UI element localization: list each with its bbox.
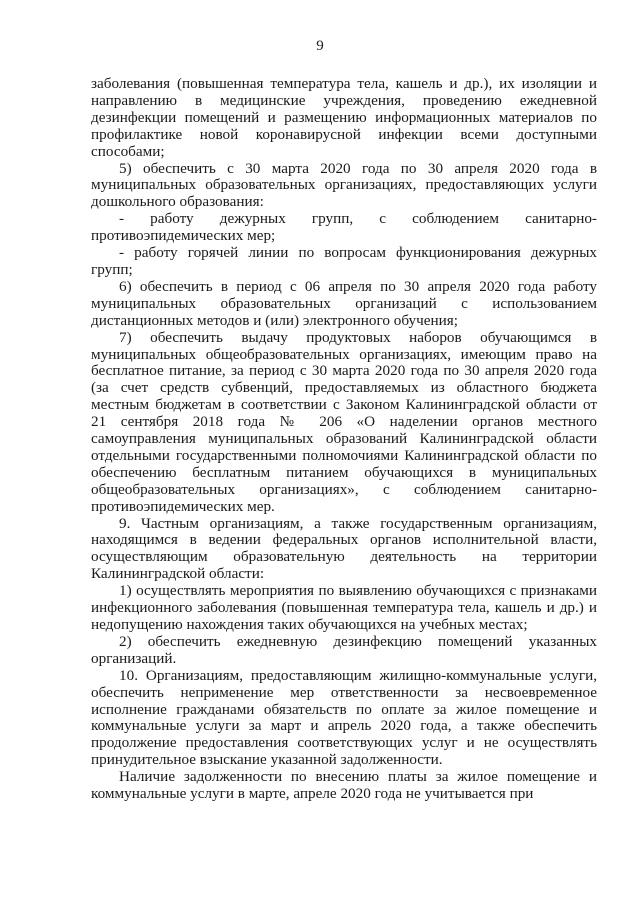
- paragraph-section-9: 9. Частным организациям, а также государственным организациям, находящимся в ведении федеральных органов исполнительной власти, осуществляющим образовательную деятельность на территории Калининградской области:: [91, 514, 597, 583]
- paragraph-section-9-item-1: 1) осуществлять мероприятия по выявлению обучающихся с признаками инфекционного заболевания (повышенная температура тела, кашель и др.) и недопущению нахождения таких обучающихся на учебных местах;: [91, 582, 597, 633]
- paragraph-debt-note: Наличие задолженности по внесению платы за жилое помещение и коммунальные услуги в марте, апреле 2020 года не учитывается при: [91, 768, 597, 803]
- paragraph-item-6: 6) обеспечить в период с 06 апреля по 30 апреля 2020 года работу муниципальных образовательных организаций с использованием дистанционных методов и (или) электронного обучения;: [91, 277, 597, 329]
- page-number: 9: [316, 38, 324, 54]
- paragraph-continuation: заболевания (повышенная температура тела, кашель и др.), их изоляции и направлению в медицинские учреждения, проведению ежедневной дезинфекции помещений и размещению информационных материалов по профилактике новой коронавирусной инфекции всеми доступными способами;: [91, 75, 597, 160]
- paragraph-item-7: 7) обеспечить выдачу продуктовых наборов обучающимся в муниципальных общеобразовательных организациях, имеющим право на бесплатное питание, за период с 30 марта 2020 года по 30 апреля 2020 года (за счет средств субвенций, предоставляемых из областного бюджета местным бюджетам в соответствии с Законом Калининградской области от 21 сентября 2018 года № 206 «О наделении органов местного самоуправления муниципальных образований Калининградской области отдельными государственными полномочиями Калининградской области по обеспечению бесплатным питанием обучающихся в муниципальных общеобразовательных организациях», с соблюдением санитарно-противоэпидемических мер.: [91, 328, 597, 515]
- paragraph-dash-duty-groups: - работу дежурных групп, с соблюдением санитарно-противоэпидемических мер;: [91, 210, 597, 245]
- paragraph-dash-hotline: - работу горячей линии по вопросам функционирования дежурных групп;: [91, 244, 597, 278]
- paragraph-section-10: 10. Организациям, предоставляющим жилищно-коммунальные услуги, обеспечить неприменение мер ответственности за несвоевременное исполнение гражданами обязательств по оплате за жилое помещение и коммунальные услуги за март и апрель 2020 года, а также обеспечить продолжение предоставления соответствующих услуг и не осуществлять принудительное взыскание указанной задолженности.: [91, 666, 597, 769]
- paragraph-item-5: 5) обеспечить с 30 марта 2020 года по 30 апреля 2020 года в муниципальных образовательных организациях, предоставляющих услуги дошкольного образования:: [91, 159, 597, 211]
- page-body: [91, 76, 597, 803]
- paragraph-section-9-item-2: 2) обеспечить ежедневную дезинфекцию помещений указанных организаций.: [91, 632, 597, 667]
